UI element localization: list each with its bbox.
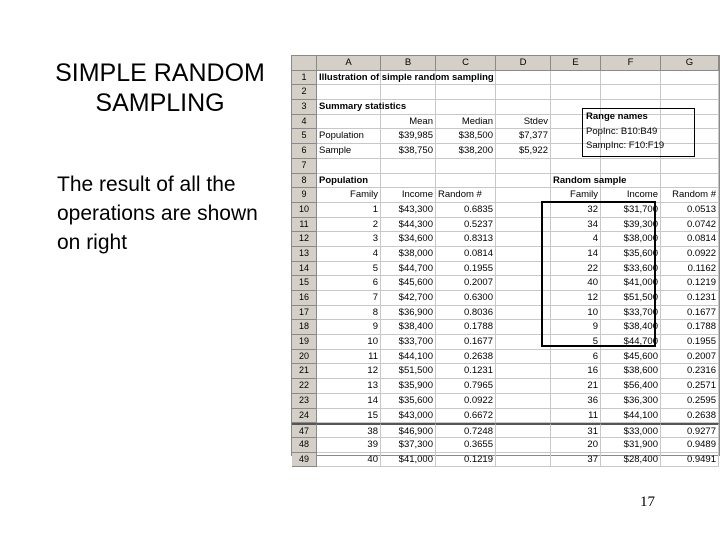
population-income[interactable]: $43,000: [381, 409, 436, 424]
cell[interactable]: [601, 85, 661, 100]
cell[interactable]: [601, 174, 661, 189]
cell[interactable]: [496, 423, 551, 438]
row-header[interactable]: 20: [292, 350, 317, 365]
cell[interactable]: [436, 71, 496, 86]
cell[interactable]: [496, 188, 551, 203]
sample-family[interactable]: 6: [551, 350, 601, 365]
summary-row-label[interactable]: Population: [317, 129, 381, 144]
summary-value[interactable]: $39,985: [381, 129, 436, 144]
cell[interactable]: [496, 262, 551, 277]
cell[interactable]: [496, 247, 551, 262]
column-header-e[interactable]: E: [551, 56, 601, 71]
population-random[interactable]: 0.1231: [436, 364, 496, 379]
range-name-sampinc: SampInc: F10:F19: [586, 140, 665, 151]
row-header[interactable]: 3: [292, 100, 317, 115]
population-family[interactable]: 9: [317, 320, 381, 335]
sample-income[interactable]: $36,300: [601, 394, 661, 409]
cell[interactable]: [496, 438, 551, 453]
population-label[interactable]: Population: [317, 174, 381, 189]
population-family[interactable]: 3: [317, 232, 381, 247]
population-random[interactable]: 0.8313: [436, 232, 496, 247]
row-header[interactable]: 2: [292, 85, 317, 100]
row-header[interactable]: 21: [292, 364, 317, 379]
sample-family[interactable]: 12: [551, 291, 601, 306]
cell[interactable]: [496, 306, 551, 321]
cell[interactable]: [601, 71, 661, 86]
table-header-random[interactable]: Random #: [661, 188, 719, 203]
cell[interactable]: [496, 276, 551, 291]
cell[interactable]: [436, 174, 496, 189]
sample-family[interactable]: 20: [551, 438, 601, 453]
population-random[interactable]: 0.2638: [436, 350, 496, 365]
row-header[interactable]: 5: [292, 129, 317, 144]
column-header-c[interactable]: C: [436, 56, 496, 71]
slide-body-text: [57, 170, 297, 257]
population-random[interactable]: 0.1219: [436, 453, 496, 468]
population-income[interactable]: $36,900: [381, 306, 436, 321]
sample-random[interactable]: 0.1231: [661, 291, 719, 306]
population-income[interactable]: $35,600: [381, 394, 436, 409]
population-random[interactable]: 0.7248: [436, 423, 496, 438]
population-family[interactable]: 2: [317, 218, 381, 233]
sample-income[interactable]: $28,400: [601, 453, 661, 468]
sample-family[interactable]: 40: [551, 276, 601, 291]
population-income[interactable]: $46,900: [381, 423, 436, 438]
sample-income[interactable]: $38,600: [601, 364, 661, 379]
sample-income[interactable]: $38,400: [601, 320, 661, 335]
random-sample-label[interactable]: Random sample: [551, 174, 601, 189]
table-header-family[interactable]: Family: [317, 188, 381, 203]
sample-income[interactable]: $44,700: [601, 335, 661, 350]
sample-income[interactable]: $33,700: [601, 306, 661, 321]
sample-random[interactable]: 0.9491: [661, 453, 719, 468]
cell[interactable]: [381, 85, 436, 100]
cell[interactable]: [436, 159, 496, 174]
cell[interactable]: [381, 100, 436, 115]
population-family[interactable]: 13: [317, 379, 381, 394]
population-income[interactable]: $38,000: [381, 247, 436, 262]
row-header[interactable]: 16: [292, 291, 317, 306]
cell[interactable]: [436, 85, 496, 100]
cell[interactable]: [317, 85, 381, 100]
sample-random[interactable]: 0.2316: [661, 364, 719, 379]
cell[interactable]: [496, 453, 551, 468]
table-header-random[interactable]: Random #: [436, 188, 496, 203]
sample-family[interactable]: 9: [551, 320, 601, 335]
table-header-income[interactable]: Income: [601, 188, 661, 203]
cell[interactable]: [496, 409, 551, 424]
summary-value[interactable]: $5,922: [496, 144, 551, 159]
sample-random[interactable]: 0.1955: [661, 335, 719, 350]
cell[interactable]: [551, 159, 601, 174]
page-number: 17: [640, 494, 655, 510]
sample-income[interactable]: $31,900: [601, 438, 661, 453]
population-random[interactable]: 0.7965: [436, 379, 496, 394]
table-header-family[interactable]: Family: [551, 188, 601, 203]
population-family[interactable]: 5: [317, 262, 381, 277]
cell[interactable]: [436, 100, 496, 115]
population-family[interactable]: 38: [317, 423, 381, 438]
row-header[interactable]: 22: [292, 379, 317, 394]
sample-family[interactable]: 16: [551, 364, 601, 379]
sample-income[interactable]: $33,600: [601, 262, 661, 277]
population-family[interactable]: 39: [317, 438, 381, 453]
sample-random[interactable]: 0.2595: [661, 394, 719, 409]
population-income[interactable]: $33,700: [381, 335, 436, 350]
column-header-g[interactable]: G: [661, 56, 719, 71]
row-header[interactable]: 23: [292, 394, 317, 409]
column-header-b[interactable]: B: [381, 56, 436, 71]
sample-income[interactable]: $56,400: [601, 379, 661, 394]
cell[interactable]: [496, 85, 551, 100]
cell[interactable]: [317, 115, 381, 130]
cell[interactable]: [661, 85, 719, 100]
sample-random[interactable]: 0.9277: [661, 423, 719, 438]
summary-value[interactable]: $38,200: [436, 144, 496, 159]
sample-family[interactable]: 11: [551, 409, 601, 424]
cell[interactable]: [496, 320, 551, 335]
body-line: on right: [57, 231, 128, 254]
population-income[interactable]: $44,700: [381, 262, 436, 277]
population-income[interactable]: $41,000: [381, 453, 436, 468]
sample-random[interactable]: 0.2007: [661, 350, 719, 365]
cell[interactable]: [601, 159, 661, 174]
population-family[interactable]: 7: [317, 291, 381, 306]
sample-family[interactable]: 10: [551, 306, 601, 321]
population-random[interactable]: 0.5237: [436, 218, 496, 233]
population-income[interactable]: $42,700: [381, 291, 436, 306]
population-family[interactable]: 15: [317, 409, 381, 424]
summary-row-label[interactable]: Sample: [317, 144, 381, 159]
cell[interactable]: [496, 291, 551, 306]
cell[interactable]: [496, 100, 551, 115]
population-income[interactable]: $35,900: [381, 379, 436, 394]
population-random[interactable]: 0.6672: [436, 409, 496, 424]
population-random[interactable]: 0.1677: [436, 335, 496, 350]
row-header[interactable]: 18: [292, 320, 317, 335]
sample-income[interactable]: $39,300: [601, 218, 661, 233]
row-header[interactable]: 49: [292, 453, 317, 468]
cell[interactable]: [496, 394, 551, 409]
slide-title-line: SIMPLE RANDOM: [55, 59, 265, 87]
sample-family[interactable]: 22: [551, 262, 601, 277]
cell[interactable]: [381, 174, 436, 189]
column-header-a[interactable]: A: [317, 56, 381, 71]
cell[interactable]: [317, 159, 381, 174]
row-header[interactable]: 48: [292, 438, 317, 453]
population-random[interactable]: 0.6835: [436, 203, 496, 218]
cell[interactable]: [661, 174, 719, 189]
row-header[interactable]: 11: [292, 218, 317, 233]
cell[interactable]: [661, 159, 719, 174]
slide-title-line: SAMPLING: [95, 89, 225, 117]
sample-random[interactable]: 0.0513: [661, 203, 719, 218]
cell[interactable]: [496, 335, 551, 350]
summary-header-median[interactable]: Median: [436, 115, 496, 130]
sample-family[interactable]: 4: [551, 232, 601, 247]
population-income[interactable]: $51,500: [381, 364, 436, 379]
population-random[interactable]: 0.0922: [436, 394, 496, 409]
sample-random[interactable]: 0.0922: [661, 247, 719, 262]
table-header-income[interactable]: Income: [381, 188, 436, 203]
population-family[interactable]: 12: [317, 364, 381, 379]
sample-family[interactable]: 37: [551, 453, 601, 468]
sample-income[interactable]: $33,000: [601, 423, 661, 438]
population-income[interactable]: $34,600: [381, 232, 436, 247]
population-random[interactable]: 0.3655: [436, 438, 496, 453]
sample-income[interactable]: $45,600: [601, 350, 661, 365]
column-header-d[interactable]: D: [496, 56, 551, 71]
cell[interactable]: [551, 85, 601, 100]
cell[interactable]: [496, 159, 551, 174]
population-family[interactable]: 11: [317, 350, 381, 365]
sample-income[interactable]: $41,000: [601, 276, 661, 291]
cell[interactable]: [496, 379, 551, 394]
sheet-title[interactable]: Illustration of simple random sampling: [317, 71, 381, 86]
spreadsheet-screenshot: [291, 55, 720, 465]
body-line: The result of all the: [57, 173, 236, 196]
population-income[interactable]: $43,300: [381, 203, 436, 218]
cell[interactable]: [496, 203, 551, 218]
summary-value[interactable]: $38,500: [436, 129, 496, 144]
row-header[interactable]: 10: [292, 203, 317, 218]
summary-value[interactable]: $7,377: [496, 129, 551, 144]
population-income[interactable]: $38,400: [381, 320, 436, 335]
sample-income[interactable]: $35,600: [601, 247, 661, 262]
slide-title: [25, 58, 295, 118]
population-random[interactable]: 0.6300: [436, 291, 496, 306]
row-header[interactable]: 13: [292, 247, 317, 262]
sample-family[interactable]: 14: [551, 247, 601, 262]
summary-value[interactable]: $38,750: [381, 144, 436, 159]
sample-random[interactable]: 0.2571: [661, 379, 719, 394]
sample-random[interactable]: 0.2638: [661, 409, 719, 424]
population-income[interactable]: $45,600: [381, 276, 436, 291]
row-header[interactable]: 8: [292, 174, 317, 189]
sample-family[interactable]: 21: [551, 379, 601, 394]
row-header[interactable]: 12: [292, 232, 317, 247]
corner-cell[interactable]: [292, 56, 317, 71]
population-income[interactable]: $37,300: [381, 438, 436, 453]
row-header[interactable]: 15: [292, 276, 317, 291]
cell[interactable]: [496, 350, 551, 365]
row-header[interactable]: 6: [292, 144, 317, 159]
row-header[interactable]: 7: [292, 159, 317, 174]
sample-random[interactable]: 0.1788: [661, 320, 719, 335]
sample-random[interactable]: 0.1677: [661, 306, 719, 321]
sample-family[interactable]: 36: [551, 394, 601, 409]
row-header[interactable]: 24: [292, 409, 317, 424]
population-random[interactable]: 0.1788: [436, 320, 496, 335]
cell[interactable]: [496, 71, 551, 86]
sample-random[interactable]: 0.0742: [661, 218, 719, 233]
column-header-f[interactable]: F: [601, 56, 661, 71]
body-line: operations are shown: [57, 202, 258, 225]
row-header[interactable]: 47: [292, 423, 317, 438]
sample-family[interactable]: 34: [551, 218, 601, 233]
population-family[interactable]: 40: [317, 453, 381, 468]
sample-random[interactable]: 0.9489: [661, 438, 719, 453]
population-income[interactable]: $44,300: [381, 218, 436, 233]
sample-income[interactable]: $38,000: [601, 232, 661, 247]
population-family[interactable]: 14: [317, 394, 381, 409]
sample-family[interactable]: 32: [551, 203, 601, 218]
cell[interactable]: [551, 71, 601, 86]
range-names-title: Range names: [586, 111, 648, 122]
summary-label[interactable]: Summary statistics: [317, 100, 381, 115]
population-family[interactable]: 8: [317, 306, 381, 321]
cell[interactable]: [661, 71, 719, 86]
range-name-popinc: PopInc: B10:B49: [586, 126, 658, 137]
sample-random[interactable]: 0.1162: [661, 262, 719, 277]
population-random[interactable]: 0.2007: [436, 276, 496, 291]
cell[interactable]: [496, 364, 551, 379]
sample-income[interactable]: $31,700: [601, 203, 661, 218]
population-random[interactable]: 0.1955: [436, 262, 496, 277]
row-header[interactable]: 17: [292, 306, 317, 321]
population-family[interactable]: 6: [317, 276, 381, 291]
cell[interactable]: [381, 159, 436, 174]
sample-family[interactable]: 31: [551, 423, 601, 438]
cell[interactable]: [496, 174, 551, 189]
sample-random[interactable]: 0.1219: [661, 276, 719, 291]
population-family[interactable]: 4: [317, 247, 381, 262]
sample-income[interactable]: $44,100: [601, 409, 661, 424]
row-header[interactable]: 4: [292, 115, 317, 130]
cell[interactable]: [381, 71, 436, 86]
row-header[interactable]: 1: [292, 71, 317, 86]
population-random[interactable]: 0.0814: [436, 247, 496, 262]
row-header[interactable]: 14: [292, 262, 317, 277]
population-random[interactable]: 0.8036: [436, 306, 496, 321]
cell[interactable]: [496, 232, 551, 247]
summary-header-mean[interactable]: Mean: [381, 115, 436, 130]
sample-income[interactable]: $51,500: [601, 291, 661, 306]
row-header[interactable]: 9: [292, 188, 317, 203]
population-family[interactable]: 10: [317, 335, 381, 350]
population-income[interactable]: $44,100: [381, 350, 436, 365]
summary-header-stdev[interactable]: Stdev: [496, 115, 551, 130]
range-names-box: [582, 108, 695, 157]
population-family[interactable]: 1: [317, 203, 381, 218]
sample-family[interactable]: 5: [551, 335, 601, 350]
cell[interactable]: [496, 218, 551, 233]
row-header[interactable]: 19: [292, 335, 317, 350]
sample-random[interactable]: 0.0814: [661, 232, 719, 247]
